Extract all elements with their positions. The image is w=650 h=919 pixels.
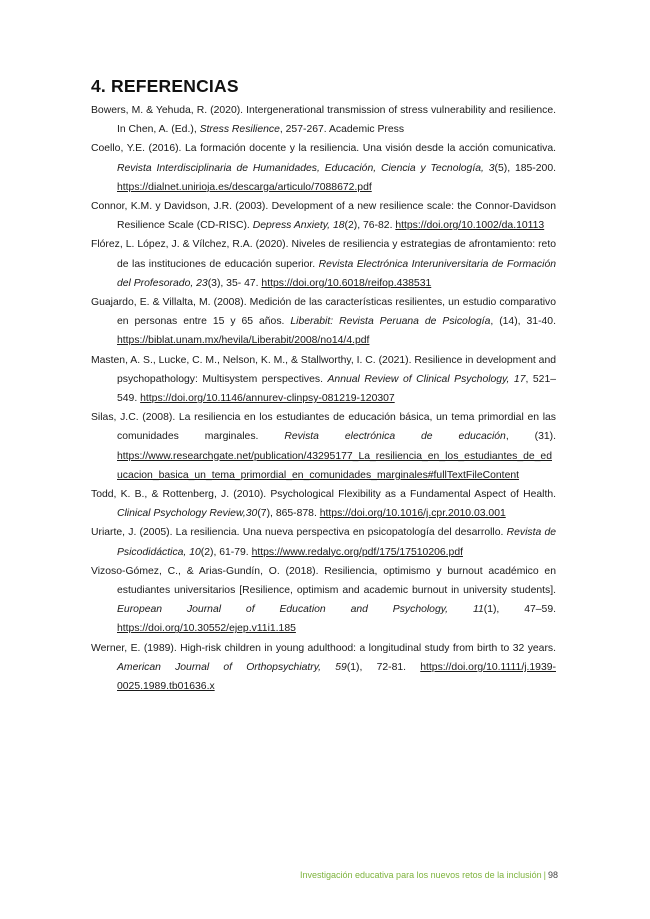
reference-details: , 521–549.	[117, 373, 557, 405]
reference-text: Bowers, M. & Yehuda, R. (2020). Intergenerational transmission of stress vulnerability and resilience. In Chen, A. (Ed.),	[91, 105, 556, 136]
reference-link[interactable]: https://dialnet.unirioja.es/descarga/articulo/7088672.pdf	[117, 181, 372, 193]
reference-link[interactable]: https://biblat.unam.mx/hevila/Liberabit/2008/no14/4.pdf	[117, 335, 370, 347]
reference-text: Uriarte, J. (2005). La resiliencia. Una nueva perspectiva en psicopatología del desarrollo.	[91, 527, 507, 539]
footer-separator: |	[543, 870, 546, 880]
page-number: 98	[548, 870, 559, 880]
reference-link[interactable]: https://doi.org/10.1002/da.10113	[395, 220, 545, 232]
reference-source: Depress Anxiety, 18	[252, 220, 345, 232]
reference-details: (1), 72-81.	[346, 661, 421, 673]
reference-text: Silas, J.C. (2008). La resiliencia en los estudiantes de educación básica, un tema primordial en las comunidades marginales.	[91, 412, 556, 443]
reference-text: Coello, Y.E. (2016). La formación docente y la resiliencia. Una visión desde la acción comunicativa.	[91, 143, 556, 155]
reference-link[interactable]: https://www.researchgate.net/publication/43295177_La_resiliencia_en_los_estudiantes_de_educacion_basica_un_tema_primordial_en_comunidades_marginales#fullTextFileContent	[117, 450, 552, 481]
reference-item	[91, 235, 556, 293]
reference-link[interactable]: https://www.redalyc.org/pdf/175/17510206.pdf	[251, 546, 463, 558]
reference-details: (3), 35- 47.	[207, 277, 262, 289]
reference-details: (1), 47–59.	[483, 604, 556, 616]
reference-source: Stress Resilience	[199, 124, 280, 136]
reference-source: European Journal of Education and Psychology, 11	[117, 604, 484, 616]
reference-list	[91, 101, 556, 696]
section-heading: 4. REFERENCIAS	[91, 76, 239, 96]
reference-source: Revista de Psicodidáctica, 10	[117, 527, 557, 558]
reference-link[interactable]: https://doi.org/10.1016/j.cpr.2010.03.001	[319, 508, 506, 520]
reference-source: Clinical Psychology Review,30	[117, 508, 258, 520]
reference-item	[91, 523, 556, 561]
reference-source: Revista Interdisciplinaria de Humanidades, Educación, Ciencia y Tecnología, 3	[117, 162, 495, 174]
page-footer	[300, 870, 559, 880]
reference-item	[91, 562, 556, 639]
footer-title: Investigación educativa para los nuevos retos de la inclusión	[300, 870, 542, 880]
reference-details: , (14), 31-40.	[490, 316, 556, 328]
reference-source: Liberabit: Revista Peruana de Psicología	[290, 316, 491, 328]
reference-item	[91, 639, 556, 697]
reference-item	[91, 139, 556, 197]
reference-details: , 257-267. Academic Press	[279, 124, 405, 136]
reference-item	[91, 408, 556, 485]
reference-item	[91, 197, 556, 235]
reference-text: Todd, K. B., & Rottenberg, J. (2010). Psychological Flexibility as a Fundamental Aspect of Health.	[91, 489, 556, 501]
reference-link[interactable]: https://doi.org/10.6018/reifop.438531	[261, 277, 432, 289]
reference-source: Revista Electrónica Interuniversitaria de Formación del Profesorado, 23	[117, 258, 556, 289]
reference-source: American Journal of Orthopsychiatry, 59	[117, 661, 347, 673]
reference-text: Masten, A. S., Lucke, C. M., Nelson, K. M., & Stallworthy, I. C. (2021). Resilience in development and psychopathology: Multisystem perspectives.	[91, 354, 556, 385]
reference-text: Flórez, L. López, J. & Vílchez, R.A. (2020). Niveles de resiliencia y estrategias de afrontamiento: reto de las instituciones de educación superior.	[91, 239, 556, 270]
reference-item	[91, 351, 556, 409]
reference-text: Connor, K.M. y Davidson, J.R. (2003). Development of a new resilience scale: the Connor-Davidson Resilience Scale (CD-RISC).	[91, 201, 556, 232]
reference-link[interactable]: https://doi.org/10.1111/j.1939-0025.1989.tb01636.x	[117, 661, 556, 693]
reference-details: , (31).	[505, 431, 556, 443]
reference-link[interactable]: https://doi.org/10.30552/ejep.v11i1.185	[117, 623, 296, 635]
reference-source: Revista electrónica de educación	[284, 431, 506, 443]
reference-details: (2), 61-79.	[200, 546, 252, 558]
reference-details: (2), 76-82.	[344, 220, 396, 232]
reference-details: (5), 185-200.	[494, 162, 556, 174]
reference-details: (7), 865-878.	[257, 508, 320, 520]
reference-text: Guajardo, E. & Villalta, M. (2008). Medición de las características resilientes, un estudio comparativo en personas entre 15 y 65 años.	[91, 297, 556, 328]
reference-source: Annual Review of Clinical Psychology, 17	[327, 373, 526, 385]
reference-item	[91, 485, 556, 523]
reference-item	[91, 101, 556, 139]
reference-text: Werner, E. (1989). High-risk children in young adulthood: a longitudinal study from birth to 32 years.	[91, 642, 556, 654]
reference-text: Vizoso-Gómez, C., & Arias-Gundín, O. (2018). Resiliencia, optimismo y burnout académico en estudiantes universitarios [Resilience, optimism and academic burnout in university students].	[91, 565, 556, 597]
reference-link[interactable]: https://doi.org/10.1146/annurev-clinpsy-081219-120307	[140, 393, 395, 405]
reference-item	[91, 293, 556, 351]
